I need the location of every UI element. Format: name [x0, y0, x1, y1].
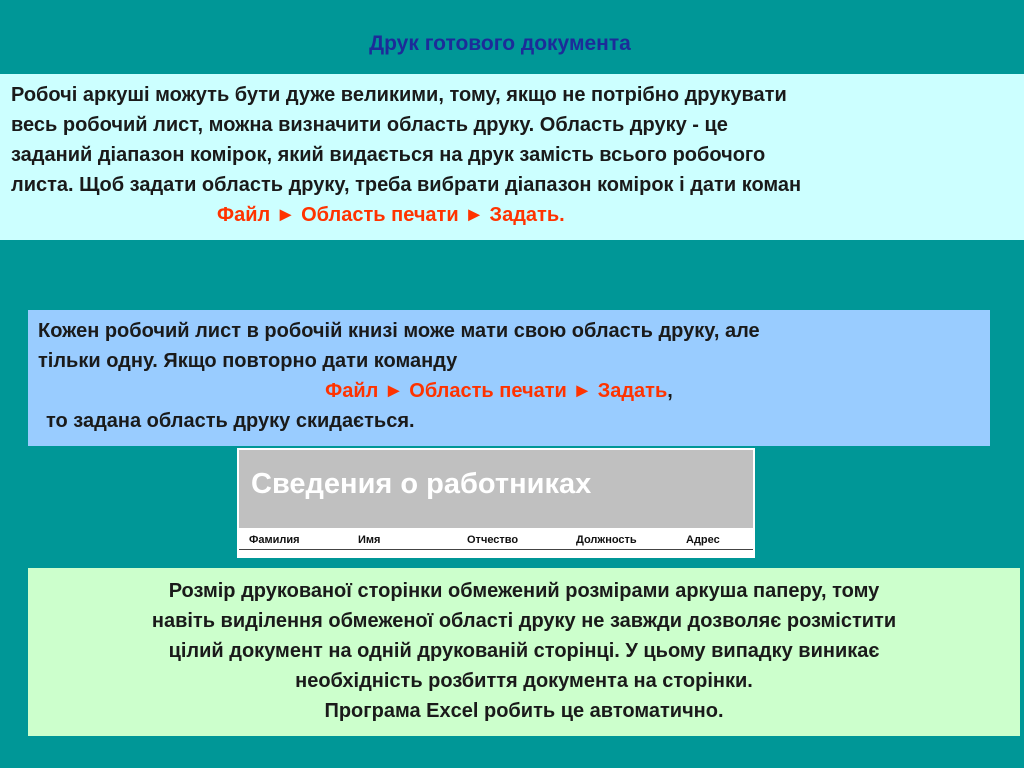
reset-line-1: Кожен робочий лист в робочій книзі може мати свою область друку, але: [38, 320, 760, 342]
split-line-3: цілий документ на одній друкованій сторінці. У цьому випадку виникає: [168, 640, 880, 662]
reset-line-2: тільки одну. Якщо повторно дати команду: [38, 350, 458, 372]
column-header-patronymic: Отчество: [467, 534, 519, 546]
spreadsheet-column-headers: [237, 534, 755, 550]
intro-line-1: Робочі аркуші можуть бути дуже великими, тому, якщо не потрібно друкувати: [11, 84, 787, 106]
spreadsheet-title-band: [239, 450, 753, 528]
spreadsheet-header-rule: [239, 549, 753, 550]
intro-line-2: весь робочий лист, можна визначити область друку. Область друку - це: [11, 114, 728, 136]
print-area-reset-box: [28, 310, 990, 446]
print-area-intro-box: [0, 74, 1024, 240]
column-header-position: Должность: [576, 534, 637, 546]
split-line-1: Розмір друкованої сторінки обмежений розмірами аркуша паперу, тому: [168, 580, 880, 602]
split-line-5: Програма Excel робить це автоматично.: [324, 700, 724, 722]
menu-path-line: [38, 376, 980, 406]
menu-path-repeat: Файл ► Область печати ► Задать: [325, 380, 668, 402]
spreadsheet-preview: [237, 448, 755, 558]
column-header-name: Имя: [358, 534, 381, 546]
page-split-box: [28, 568, 1020, 736]
menu-path-set-print-area: Файл ► Область печати ► Задать.: [217, 204, 565, 226]
intro-line-4: листа. Щоб задати область друку, треба вибрати діапазон комірок і дати коман: [11, 174, 802, 196]
menu-path-suffix: ,: [667, 380, 673, 402]
reset-line-4: то задана область друку скидається.: [46, 410, 415, 432]
slide-title: Друк готового документа: [369, 32, 631, 55]
column-header-address: Адрес: [686, 534, 720, 546]
split-line-2: навіть виділення обмеженої області друку не завжди дозволяє розмістити: [151, 610, 897, 632]
split-line-4: необхідність розбиття документа на сторінки.: [295, 670, 753, 692]
spreadsheet-title: Сведения о работниках: [251, 468, 592, 500]
column-header-surname: Фамилия: [249, 534, 300, 546]
intro-line-3: заданий діапазон комірок, який видається на друк замість всього робочого: [11, 144, 766, 166]
